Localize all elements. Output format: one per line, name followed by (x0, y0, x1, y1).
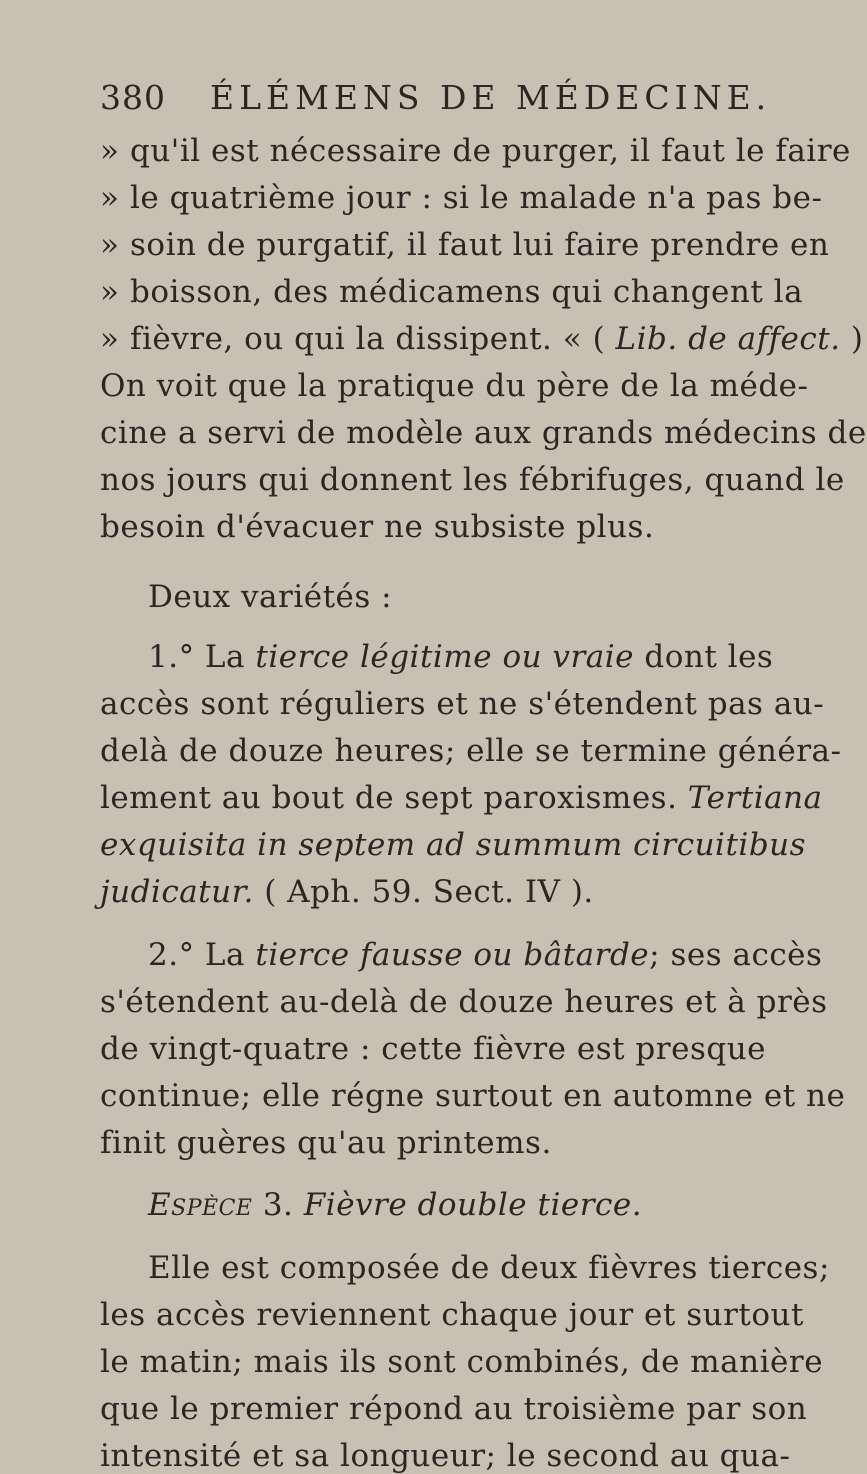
text-line: 1.° La tierce légitime ou vraie dont les (148, 639, 774, 675)
text-line: Elle est composée de deux fièvres tierces; (148, 1250, 830, 1286)
text-line: » le quatrième jour : si le malade n'a pas be- (100, 180, 823, 216)
page-number: 380 (100, 78, 166, 117)
text-line: delà de douze heures; elle se termine généra- (100, 733, 842, 769)
text-line: nos jours qui donnent les fébrifuges, quand le (100, 462, 845, 498)
text-line: exquisita in septem ad summum circuitibus (100, 827, 807, 863)
text-line: 2.° La tierce fausse ou bâtarde; ses accès (148, 937, 823, 973)
text-line: judicatur. ( Aph. 59. Sect. IV ). (100, 874, 594, 910)
text-line: les accès reviennent chaque jour et surtout (100, 1297, 804, 1333)
text-line: s'étendent au-delà de douze heures et à près (100, 984, 828, 1020)
text-line: cine a servi de modèle aux grands médecins de (100, 415, 867, 451)
text-line: de vingt-quatre : cette fièvre est presque (100, 1031, 767, 1067)
varieties-heading: Deux variétés : (148, 579, 393, 615)
text-line: finit guères qu'au printems. (100, 1125, 552, 1161)
running-title: ÉLÉMENS DE MÉDECINE. (210, 78, 772, 117)
text-line: » fièvre, ou qui la dissipent. « ( Lib. de affect. ) (100, 321, 864, 357)
text-line: On voit que la pratique du père de la méde- (100, 368, 809, 404)
page-header (100, 78, 771, 117)
text-line: besoin d'évacuer ne subsiste plus. (100, 509, 655, 545)
text-line: accès sont réguliers et ne s'étendent pas au- (100, 686, 825, 722)
text-line: » soin de purgatif, il faut lui faire prendre en (100, 227, 830, 263)
text-line: lement au bout de sept paroxismes. Tertiana (100, 780, 823, 816)
text-line: » boisson, des médicamens qui changent la (100, 274, 804, 310)
text-line: continue; elle régne surtout en automne et ne (100, 1078, 846, 1114)
text-line: intensité et sa longueur; le second au qua- (100, 1438, 791, 1474)
species-heading: Espèce 3. Fièvre double tierce. (148, 1187, 643, 1223)
text-line: que le premier répond au troisième par son (100, 1391, 808, 1427)
text-line: le matin; mais ils sont combinés, de manière (100, 1344, 824, 1380)
text-line: » qu'il est nécessaire de purger, il faut le faire (100, 133, 851, 169)
